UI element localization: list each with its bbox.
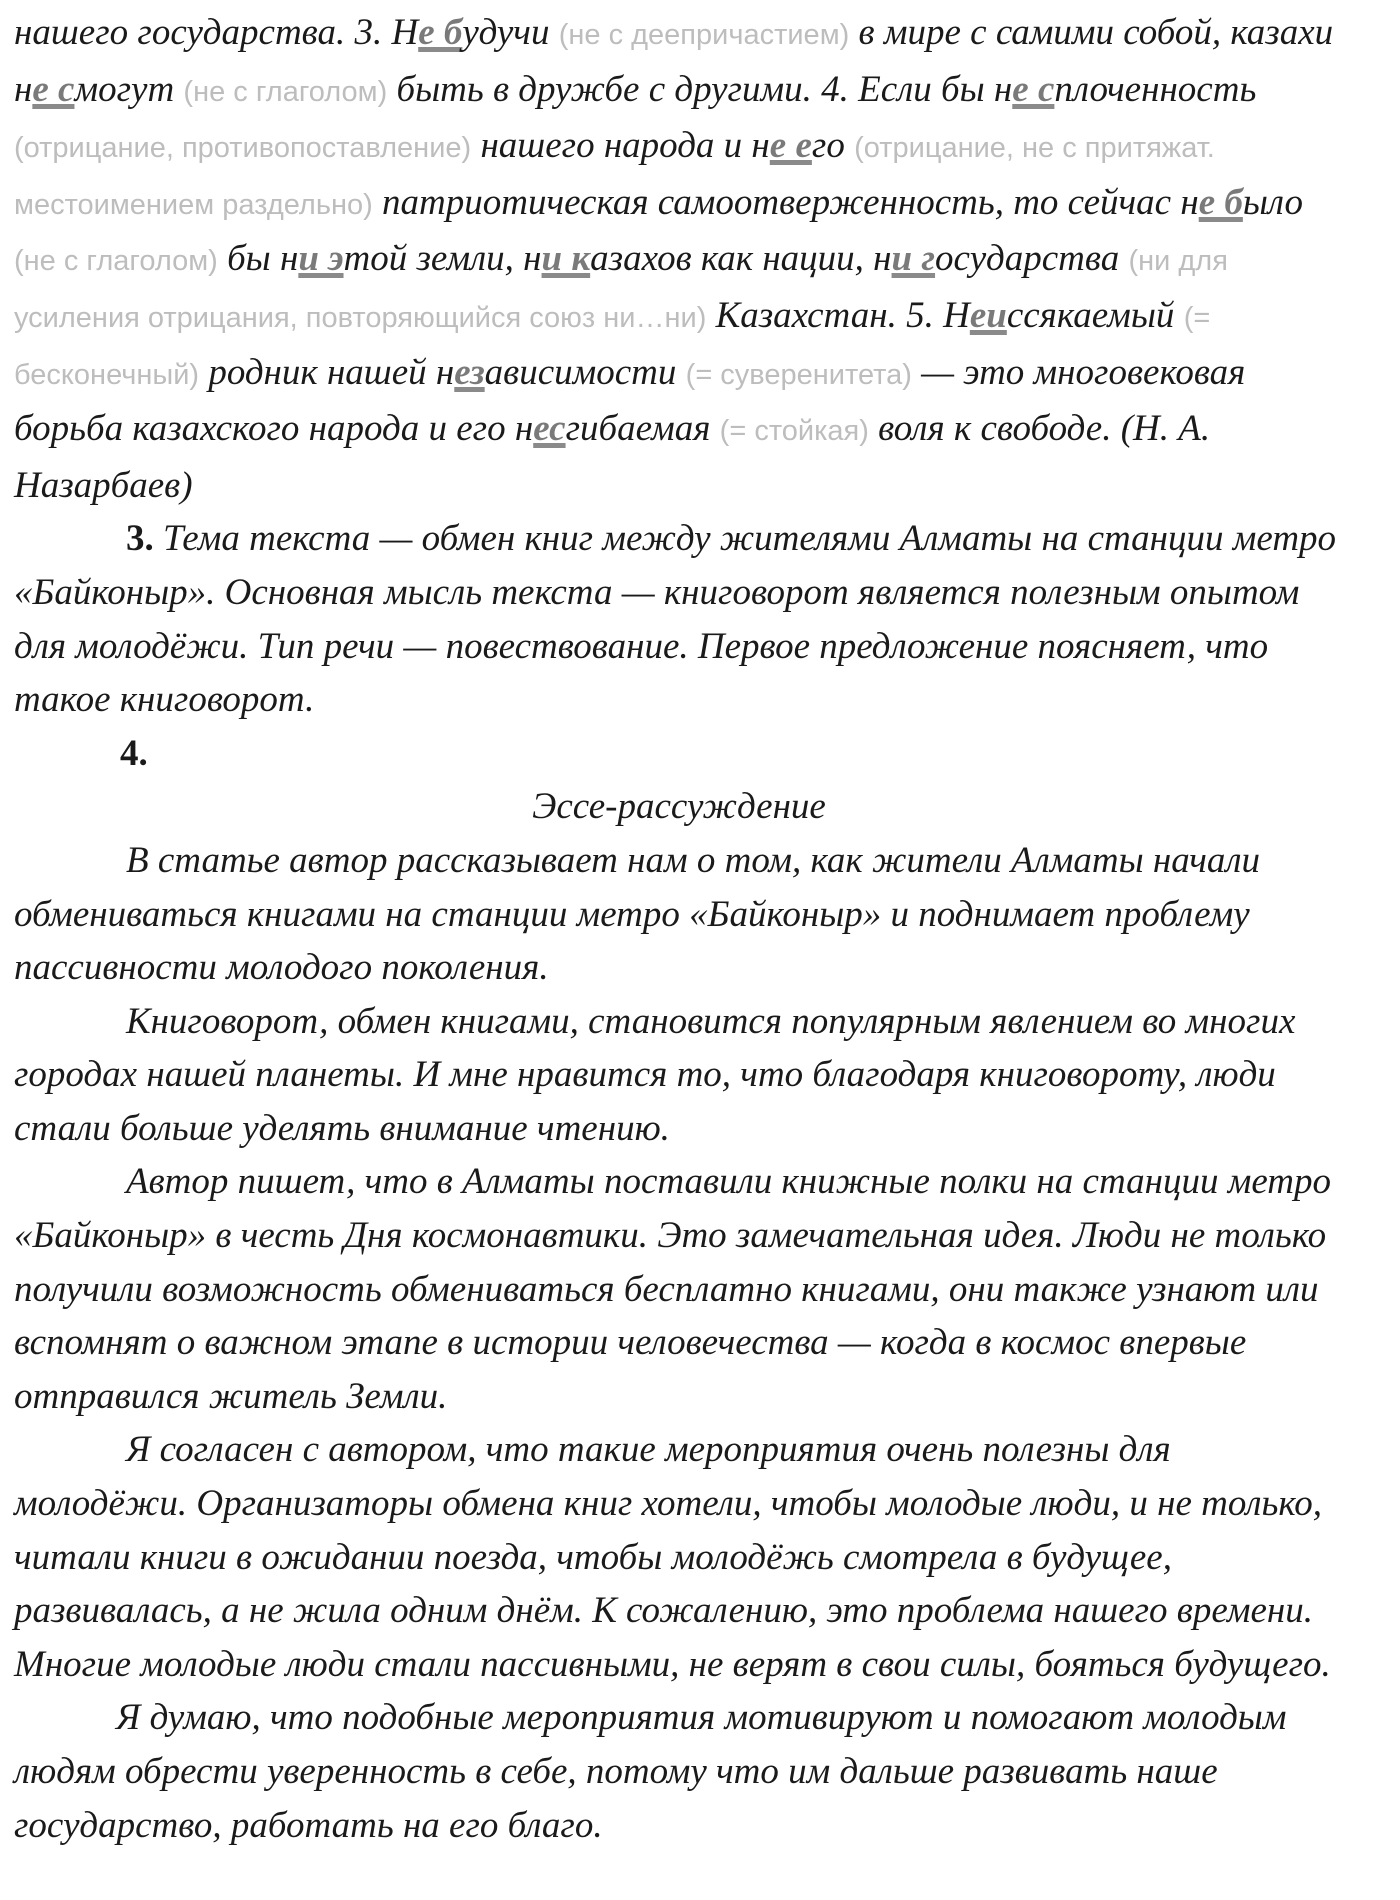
grammar-note: (отрицание, не с притяжат. местоимением раздельно) <box>14 132 1215 221</box>
essay-paragraph: Я думаю, что подобные мероприятия мотивируют и помогают молодым людям обрести уверенность в себе, потому что им дальше развивать наше государство, работать на его благо. <box>14 1697 1287 1846</box>
task-3-text: Тема текста — обмен книг между жителями Алматы на станции метро «Байконыр». Основная мысль текста — книговорот является полезным опытом для молодёжи. Тип речи — повествование. Первое предложение поясняет, что такое книговорот. <box>14 518 1337 721</box>
highlighted-letters: е с <box>1012 68 1055 110</box>
text-fragment: быть в дружбе с другими. <box>396 68 812 110</box>
text-fragment: нашего народа и н <box>480 125 770 167</box>
grammar-note: (не с деепричастием) <box>558 19 850 51</box>
task-4-number-line <box>14 727 1344 781</box>
text-fragment: нашего государства. 3. Н <box>14 12 419 53</box>
highlighted-letters: ез <box>454 351 485 393</box>
essay-title: Эссе-рассуждение <box>532 786 826 828</box>
highlighted-letters: е б <box>418 12 463 53</box>
text-fragment: бы н <box>227 238 299 280</box>
text-fragment: плоченность <box>1054 68 1257 110</box>
text-fragment: 5. Н <box>906 294 970 336</box>
highlighted-letters: еи <box>969 294 1007 336</box>
highlighted-letters: и к <box>541 238 591 280</box>
text-fragment: ссякаемый <box>1006 294 1175 336</box>
text-fragment: 4. Если бы н <box>821 68 1013 110</box>
highlighted-letters: е б <box>1198 181 1243 223</box>
text-fragment: — это многовековая борьба казахского народа и его н <box>14 351 1246 450</box>
text-fragment: ависимости <box>484 351 677 393</box>
continued-exercise-paragraph <box>14 6 1344 512</box>
text-fragment: ыло <box>1242 181 1304 223</box>
text-fragment: воля к свободе. (Н. А. Назарбаев) <box>14 408 1211 506</box>
task-number: 3. <box>126 518 154 560</box>
grammar-note: (ни для усиления отрицания, повторяющийся союз ни…ни) <box>14 245 1228 334</box>
text-fragment: родник нашей н <box>208 351 455 393</box>
grammar-note: (= суверенитета) <box>685 358 912 391</box>
grammar-note: (не с глаголом) <box>183 75 388 108</box>
grammar-note: (= стойкая) <box>719 415 869 448</box>
text-fragment: могут <box>74 68 175 110</box>
highlighted-letters: и э <box>298 238 344 280</box>
highlighted-letters: ес <box>533 408 566 450</box>
text-fragment: патриотическая самоотверженность, то сейчас н <box>382 181 1199 223</box>
text-fragment: гибаемая <box>565 408 711 450</box>
highlighted-letters: е с <box>32 68 75 110</box>
highlighted-letters: и г <box>891 238 936 280</box>
grammar-note: (отрицание, противопоставление) <box>14 132 472 165</box>
text-fragment: го <box>811 125 845 167</box>
text-fragment: той земли, н <box>343 238 542 280</box>
highlighted-letters: е е <box>769 125 812 167</box>
essay-paragraph: В статье автор рассказывает нам о том, как жители Алматы начали обмениваться книгами на станции метро «Байконыр» и поднимает проблему пассивности молодого поколения. <box>14 839 1261 989</box>
essay-paragraph: Я согласен с автором, что такие мероприятия очень полезны для молодёжи. Организаторы обмена книг хотели, чтобы молодые люди, и не только, читали книги в ожидании поезда, чтобы молодёжь смотрела в будущее, развивалась, а не жила одним днём. К сожалению, это проблема нашего времени. Многие молодые люди стали пассивными, не верят в свои силы, бояться будущего. <box>14 1429 1331 1685</box>
text-fragment: в мире с самими собой, казахи н <box>14 12 1334 110</box>
essay-paragraph: Автор пишет, что в Алматы поставили книжные полки на станции метро «Байконыр» в честь Дня космонавтики. Это замечательная идея. Люди не только получили возможность обмениваться бесплатно книгами, они также узнают или вспомнят о важном этапе в истории человечества — когда в космос впервые отправился житель Земли. <box>14 1161 1331 1417</box>
text-fragment: азахов как нации, н <box>590 238 892 280</box>
document-page <box>14 6 1344 1852</box>
text-fragment: осударства <box>935 238 1120 280</box>
task-3-answer <box>14 512 1344 726</box>
text-fragment: удучи <box>462 12 550 53</box>
text-fragment: Казахстан. <box>715 294 897 336</box>
essay-paragraph: Книговорот, обмен книгами, становится популярным явлением во многих городах нашей планеты. И мне нравится то, что благодаря книговороту, люди стали больше уделять внимание чтению. <box>14 1000 1296 1149</box>
task-number: 4. <box>120 732 148 774</box>
grammar-note: (не с глаголом) <box>14 245 218 278</box>
grammar-note: (= бесконечный) <box>14 301 1211 391</box>
